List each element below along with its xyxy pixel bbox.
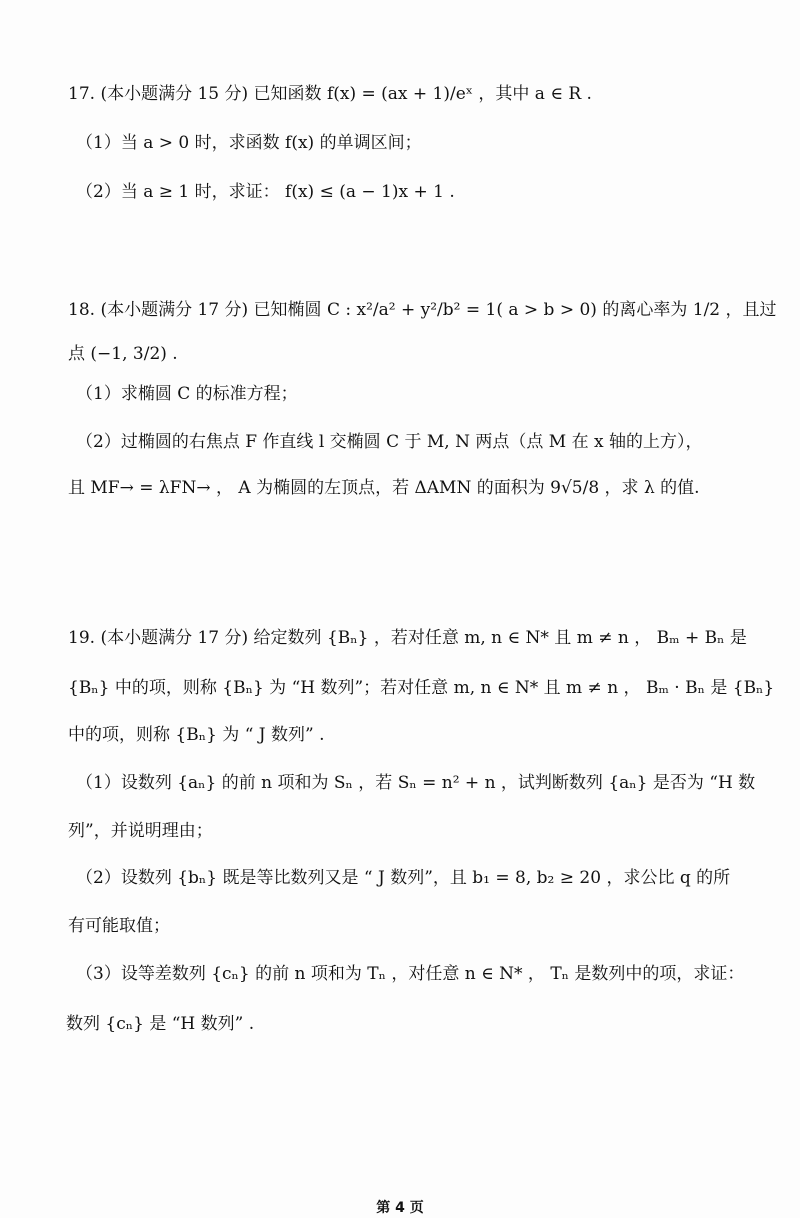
problem-18-part-2: （2）过椭圆的右焦点 F 作直线 l 交椭圆 C 于 M, N 两点（点 M 在 x 轴的上方），: [76, 432, 703, 452]
problem-18-part-1: （1）求椭圆 C 的标准方程；: [76, 384, 298, 404]
problem-19-part-3-cont: 数列 {cₙ} 是 “H 数列” .: [66, 1014, 255, 1034]
problem-19-part-1: （1）设数列 {aₙ} 的前 n 项和为 Sₙ ，若 Sₙ = n² + n ，试判断数列 {aₙ} 是否为 “H 数: [76, 773, 756, 793]
page-number: 第 4 页: [376, 1200, 424, 1216]
problem-19-statement: 19. (本小题满分 17 分) 给定数列 {Bₙ} ，若对任意 m, n ∈ N* 且 m ≠ n ， Bₘ + Bₙ 是: [68, 628, 747, 648]
problem-18-statement-cont: 点 (−1, 3/2) .: [68, 344, 178, 364]
problem-19-statement-end: 中的项，则称 {Bₙ} 为 “ J 数列” .: [68, 725, 325, 745]
problem-19-part-2-cont: 有可能取值；: [68, 916, 170, 936]
problem-19-statement-cont: {Bₙ} 中的项，则称 {Bₙ} 为 “H 数列”；若对任意 m, n ∈ N* 且 m ≠ n ， Bₘ · Bₙ 是 {Bₙ}: [68, 678, 775, 698]
problem-19-part-3: （3）设等差数列 {cₙ} 的前 n 项和为 Tₙ ，对任意 n ∈ N* ， Tₙ 是数列中的项，求证：: [76, 964, 745, 984]
problem-17-part-2: （2）当 a ≥ 1 时，求证： f(x) ≤ (a − 1)x + 1 .: [76, 182, 455, 202]
problem-19-part-2: （2）设数列 {bₙ} 既是等比数列又是 “ J 数列”，且 b₁ = 8, b₂ ≥ 20 ，求公比 q 的所: [76, 868, 731, 888]
problem-18-statement: 18. (本小题满分 17 分) 已知椭圆 C : x²/a² + y²/b² = 1( a > b > 0) 的离心率为 1/2 ，且过: [68, 300, 777, 320]
problem-18-part-2-cont: 且 MF→ = λFN→ ， A 为椭圆的左顶点，若 ΔAMN 的面积为 9√5/8 ，求 λ 的值.: [68, 478, 700, 498]
problem-17-part-1: （1）当 a > 0 时，求函数 f(x) 的单调区间；: [76, 133, 422, 153]
problem-19-part-1-cont: 列”，并说明理由；: [68, 821, 213, 841]
problem-17-statement: 17. (本小题满分 15 分) 已知函数 f(x) = (ax + 1)/eˣ ，其中 a ∈ R .: [68, 84, 592, 104]
